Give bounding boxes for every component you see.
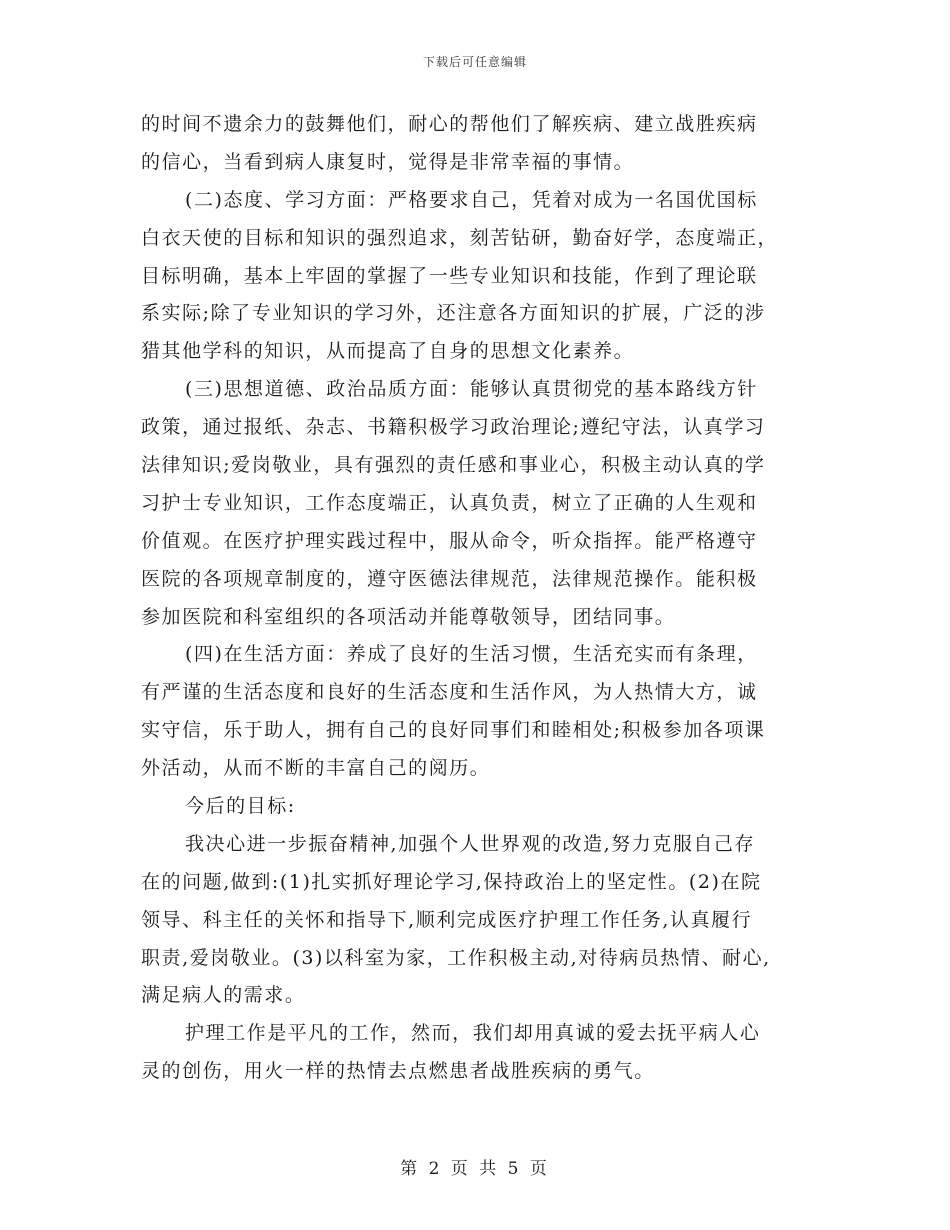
text-line: 习护士专业知识，工作态度端正，认真负责，树立了正确的人生观和 xyxy=(141,491,758,514)
text-line: 白衣天使的目标和知识的强烈追求，刻苦钻研，勤奋好学，态度端正， xyxy=(141,226,779,249)
text-line: 灵的创伤，用火一样的热情去点燃患者战胜疾病的勇气。 xyxy=(141,1060,655,1083)
text-line: 实守信，乐于助人，拥有自己的良好同事们和睦相处;积极参加各项课 xyxy=(141,719,766,742)
subheading-line: 今后的目标: xyxy=(185,795,296,818)
page-number: 第 2 页 共 5 页 xyxy=(400,1159,550,1179)
text-line: 政策，通过报纸、杂志、书籍积极学习政治理论;遵纪守法，认真学习 xyxy=(141,416,766,439)
text-line: 法律知识;爱岗敬业，具有强烈的责任感和事业心，积极主动认真的学 xyxy=(141,454,766,477)
section-heading-line: (三)思想道德、政治品质方面：能够认真贯彻党的基本路线方针 xyxy=(185,378,758,401)
text-line: 价值观。在医疗护理实践过程中，服从命令，听众指挥。能严格遵守 xyxy=(141,529,758,552)
text-line: 领导、科主任的关怀和指导下,顺利完成医疗护理工作任务,认真履行 xyxy=(141,908,753,931)
text-line: 参加医院和科室组织的各项活动并能尊敬领导，团结同事。 xyxy=(141,605,676,628)
text-line: 满足病人的需求。 xyxy=(141,984,306,1007)
text-line: 职责,爱岗敬业。(3)以科室为家，工作积极主动,对待病员热情、耐心, xyxy=(141,946,771,969)
section-heading-line: (四)在生活方面：养成了良好的生活习惯，生活充实而有条理， xyxy=(185,643,758,666)
text-line: 目标明确，基本上牢固的掌握了一些专业知识和技能，作到了理论联 xyxy=(141,264,758,287)
text-line: 有严谨的生活态度和良好的生活态度和生活作风，为人热情大方，诚 xyxy=(141,681,758,704)
text-line: 护理工作是平凡的工作，然而，我们却用真诚的爱去抚平病人心 xyxy=(185,1022,761,1045)
page-header: 下载后可任意编辑 xyxy=(422,55,527,69)
text-line: 系实际;除了专业知识的学习外，还注意各方面知识的扩展，广泛的涉 xyxy=(141,302,766,325)
section-heading-line: (二)态度、学习方面：严格要求自己，凭着对成为一名国优国标 xyxy=(185,188,758,211)
text-line: 猎其他学科的知识，从而提高了自身的思想文化素养。 xyxy=(141,340,635,363)
text-line: 在的问题,做到:(1)扎实抓好理论学习,保持政治上的坚定性。(2)在院 xyxy=(141,870,762,893)
text-line: 我决心进一步振奋精神,加强个人世界观的改造,努力克服自己存 xyxy=(185,832,756,855)
text-line: 的信心，当看到病人康复时，觉得是非常幸福的事情。 xyxy=(141,150,635,173)
document-body xyxy=(141,106,813,1091)
text-line: 的时间不遗余力的鼓舞他们，耐心的帮他们了解疾病、建立战胜疾病 xyxy=(141,113,758,135)
text-line: 医院的各项规章制度的，遵守医德法律规范，法律规范操作。能积极 xyxy=(141,567,758,590)
text-line: 外活动，从而不断的丰富自己的阅历。 xyxy=(141,757,491,780)
